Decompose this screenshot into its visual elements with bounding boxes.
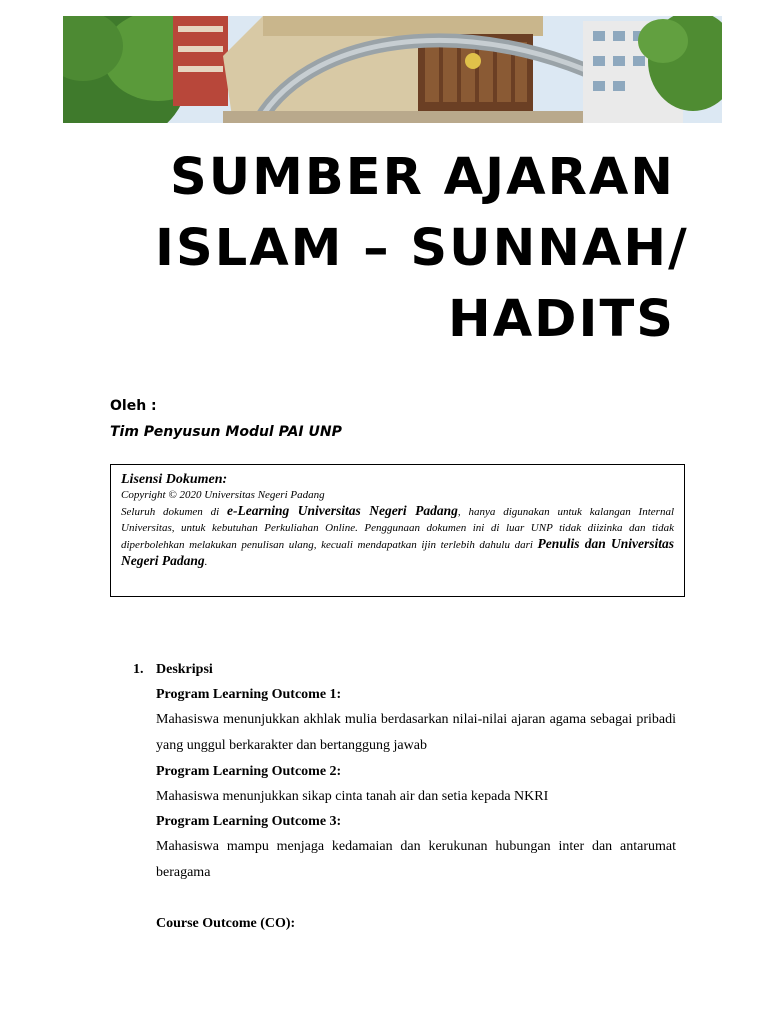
document-title [155,142,689,355]
section-heading [133,657,676,682]
author-by-label: Oleh : [110,398,157,414]
license-body-part-1: Seluruh dokumen di [121,506,228,518]
campus-building-photo [63,16,722,123]
license-body-bold-2: Penulis dan Universitas Negeri Padang [121,536,674,568]
section-body [156,682,676,936]
license-box [110,464,685,597]
license-body-part-3: . [204,556,208,568]
plo-2-text: Mahasiswa menunjukkan sikap cinta tanah air dan setia kepada NKRI [156,789,549,804]
plo-1-label: Program Learning Outcome 1: [156,687,342,702]
plo-1-text: Mahasiswa menunjukkan akhlak mulia berdasarkan nilai-nilai ajaran agama sebagai pribadi yang unggul berkarakter dan bertanggung jawab [156,712,676,753]
author-team: Tim Penyusun Modul PAI UNP [110,424,342,440]
title-line-3: HADITS [448,290,675,349]
title-line-2: ISLAM – SUNNAH/ [155,219,689,278]
license-body-bold-1: e-Learning Universitas Negeri Padang [227,503,458,518]
license-body-part-2: , hanya digunakan untuk kalangan Internal Universitas, untuk kebutuhan Perkuliahan Online. Penggunaan dokumen ini di luar UNP tidak diizinka dan tidak diperbolehkan melakukan penulisan ulang, kecuali mendapatkan ijin terlebih dahulu dari [121,506,674,551]
plo-3-label: Program Learning Outcome 3: [156,814,342,829]
section-number: 1. [133,662,144,677]
title-line-1: SUMBER AJARAN [170,148,675,207]
section-heading-text: Deskripsi [156,662,213,677]
license-body [121,503,674,570]
author-block [110,396,342,442]
plo-3-text: Mahasiswa mampu menjaga kedamaian dan kerukunan hubungan inter dan antarumat beragama [156,839,676,880]
license-copyright: Copyright © 2020 Universitas Negeri Padang [121,489,325,501]
plo-2-label: Program Learning Outcome 2: [156,764,342,779]
section-description [133,657,676,936]
course-outcome-label: Course Outcome (CO): [156,916,296,931]
license-title: Lisensi Dokumen: [121,472,228,487]
